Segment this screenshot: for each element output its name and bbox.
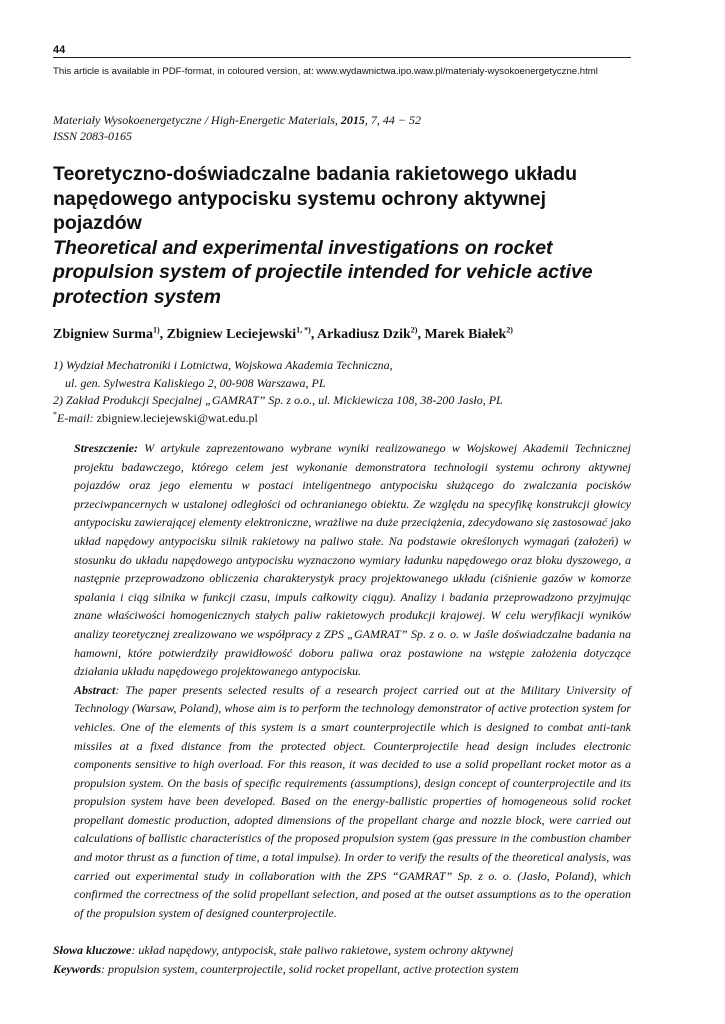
author-name: Zbigniew Surma	[53, 327, 153, 342]
author-name: Marek Białek	[424, 327, 507, 342]
title-pl-line: Teoretyczno-doświadczalne badania rakietowego układu	[53, 163, 578, 185]
journal-volume-pages: , 7, 44 − 52	[364, 113, 422, 127]
journal-year: 2015	[340, 113, 365, 127]
page-number: 44	[53, 44, 66, 56]
author-affiliation-mark: 2)	[506, 325, 513, 335]
affiliations	[53, 357, 631, 428]
title-en-line: protection system	[53, 285, 221, 308]
keywords-block	[53, 941, 631, 978]
affiliation-1-address: ul. gen. Sylwestra Kaliskiego 2, 00-908 Warszawa, PL	[65, 375, 326, 390]
title-en-line: Theoretical and experimental investigations on rocket	[53, 236, 553, 259]
title-pl-line: napędowego antypocisku systemu ochrony aktywnej	[53, 187, 547, 210]
abstract-pl-label: Streszczenie:	[74, 441, 138, 455]
affiliation-2: 2) Zakład Produkcji Specjalnej „GAMRAT” Sp. z o.o., ul. Mickiewicza 108, 38-200 Jasło, PL	[53, 393, 503, 408]
keywords-pl	[53, 941, 631, 960]
author-separator: ,	[159, 327, 167, 342]
author-affiliation-mark: 2)	[410, 325, 418, 335]
journal-issn: ISSN 2083-0165	[53, 129, 132, 143]
author-separator: ,	[417, 327, 425, 342]
article-title	[53, 162, 631, 309]
header-rule	[53, 57, 631, 58]
author-list	[53, 327, 631, 343]
abstract-en-label: Abstract	[74, 682, 116, 697]
keywords-en-label: Keywords	[53, 961, 101, 976]
journal-name: Materiały Wysokoenergetyczne / High-Energetic Materials,	[53, 113, 341, 127]
keywords-en-text: : propulsion system, counterprojectile, solid rocket propellant, active protection system	[101, 961, 519, 976]
corresponding-email	[53, 410, 631, 428]
email-label: E-mail:	[57, 411, 94, 426]
keywords-pl-label: Słowa kluczowe	[53, 943, 132, 957]
affiliation-1: 1) Wydział Mechatroniki i Lotnictwa, Wojskowa Akademia Techniczna,	[53, 358, 393, 372]
author-affiliation-mark: 1, *)	[296, 325, 311, 335]
abstract-en	[74, 681, 631, 923]
email-mark: *	[53, 410, 57, 420]
abstract-pl	[74, 439, 631, 681]
journal-citation	[53, 112, 631, 144]
keywords-en	[53, 960, 631, 979]
abstracts	[74, 439, 631, 922]
keywords-pl-text: : układ napędowy, antypocisk, stałe paliwo rakietowe, system ochrony aktywnej	[131, 943, 514, 957]
author-name: Zbigniew Leciejewski	[166, 327, 297, 342]
author-name: Arkadiusz Dzik	[317, 327, 411, 342]
author-separator: ,	[310, 327, 318, 342]
title-en-line: propulsion system of projectile intended for vehicle active	[53, 261, 593, 283]
title-pl-line: pojazdów	[53, 212, 142, 234]
availability-notice: This article is available in PDF-format, in coloured version, at: www.wydawnictwa.ipo.waw.pl/materialy-wysokoenergetyczne.html	[53, 66, 598, 77]
abstract-pl-text: W artykule zaprezentowano wybrane wyniki realizowanego w Wojskowej Akademii Technicznej projektu badawczego, którego celem jest wykonanie demonstratora technologii systemu ochrony aktywnej pojazdów oraz jego elementu w postaci inteligentnego antypocisku służącego do zwalczania pocisków przeciwpancernych w ustalonej odległości od ochranianego obiektu. Ze względu na specyfikę konstrukcji głowicy antypocisku zawierającej elementy elektroniczne, wrażliwe na duże przeciążenia, zdecydowano się zastosować jako układ napędowy antypocisku silnik rakietowy na paliwo stałe. Na podstawie określonych wymagań (założeń) w stosunku do układu napędowego antypocisku wyznaczono wymiary ładunku napędowego oraz bloku dyszowego, a następnie przeprowadzono obliczenia charakterystyk pracy projektowanego układu (ciśnienie gazów w komorze spalania i ciąg silnika w funkcji czasu, impuls całkowity ciągu). Analizy i badania przeprowadzono przyjmując znane właściwości homogenicznych stałych paliw rakietowych produkcji krajowej. W celu weryfikacji wyników analizy teoretycznej zrealizowano we współpracy z ZPS „GAMRAT” Sp. z o. o. w Jaśle doświadczalne badania na hamowni, które potwierdziły prawidłowość doboru paliwa oraz postawione na wstępie założenia dotyczące działania układu napędowego projektowanego antypocisku.	[74, 441, 631, 679]
abstract-en-text: : The paper presents selected results of a research project carried out at the Military University of Technology (Warsaw, Poland), whose aim is to perform the technology demonstrator of active protection system for vehicles. One of the elements of this system is a smart counterprojectile which is designed to combat anti-tank missiles at a fixed distance from the protected object. Counterprojectile head design includes electronic components sensitive to high overload. For this reason, it was decided to use a solid propellant rocket motor as a propulsion system. On the basis of specific requirements (assumptions), design concept of counterprojectile and its propulsion system have been developed. Based on the energy-ballistic properties of homogeneous solid rocket propellant domestic production, adopted dimensions of the propellant charge and nozzle block, were carried out calculations of ballistic characteristics of the proposed propulsion system (gas pressure in the combustion chamber and motor thrust as a function of time, a total impulse). In order to verify the results of the theoretical analysis, was carried out experimental study in collaboration with the ZPS “GAMRAT” Sp. z o. o. (Jasło, Poland), which confirmed the correctness of the solid propellant selection, and posed at the outset assumptions as to the operation of the propulsion system of designed counterprojectile.	[74, 682, 631, 920]
email-address[interactable]: zbigniew.leciejewski@wat.edu.pl	[93, 411, 258, 426]
author-affiliation-mark: 1)	[152, 325, 160, 335]
